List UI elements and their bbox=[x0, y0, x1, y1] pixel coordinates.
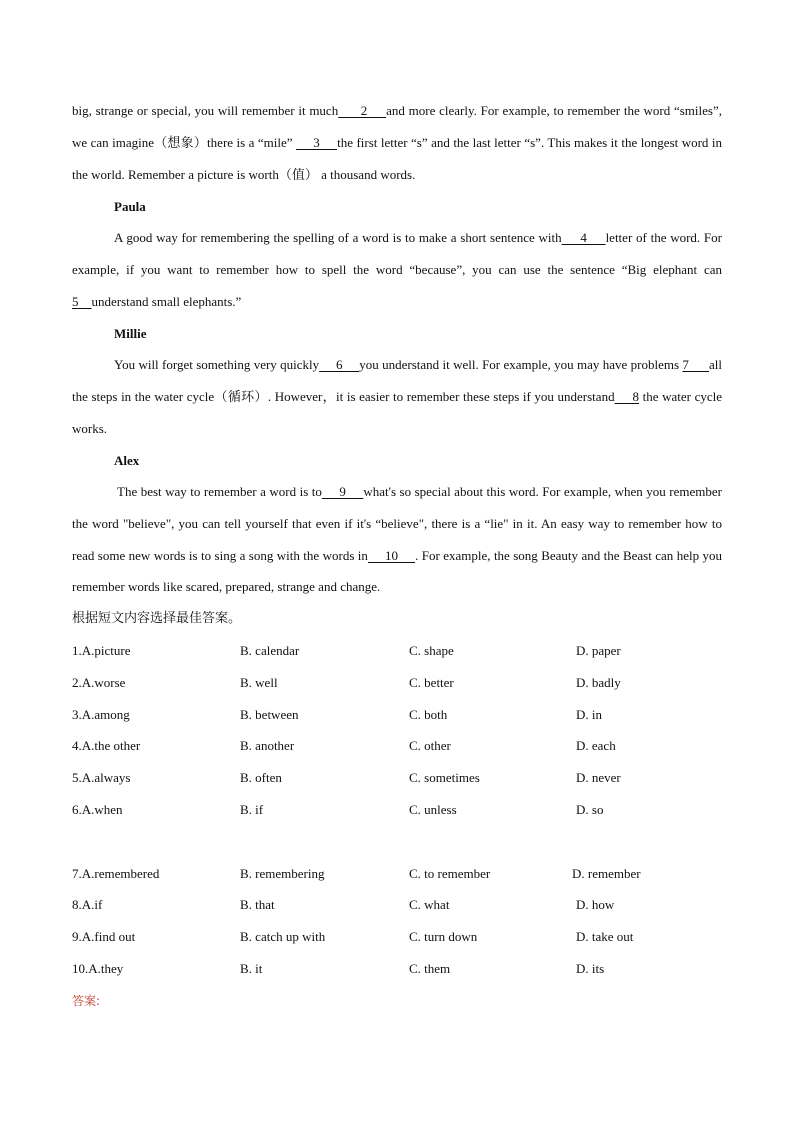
blank-10: 10 bbox=[367, 547, 416, 563]
option-c: C. shape bbox=[409, 643, 454, 658]
blank-8: 8 bbox=[614, 388, 640, 404]
option-b: B. well bbox=[240, 675, 278, 690]
option-b: B. another bbox=[240, 738, 295, 753]
option-d: D. its bbox=[576, 961, 605, 976]
option-d: D. so bbox=[576, 802, 604, 817]
text-run: big, strange or special, you will remember it much bbox=[72, 103, 339, 118]
option-d: D. never bbox=[576, 770, 621, 785]
option-d: D. remember bbox=[572, 866, 641, 881]
option-b: B. catch up with bbox=[240, 929, 326, 944]
option-b: B. if bbox=[240, 802, 264, 817]
text-run: A good way for remembering the spelling of a word is to make a short sentence with bbox=[114, 230, 562, 245]
question-row bbox=[72, 895, 732, 915]
text-run: and more clearly. For example, to remember the word “smiles”, we can imagine（想象）there is a “mile” bbox=[72, 103, 722, 150]
speaker-name-alex: Alex bbox=[114, 453, 140, 468]
option-b: B. remembering bbox=[240, 866, 325, 881]
text-run: what's so special about this word. For example, when you remember the word "believe", you can tell yourself that even if it's “believe", there is a “lie" in it. An easy way to remember how to read some new words is to sing a song with the words in bbox=[72, 484, 722, 563]
option-b: B. calendar bbox=[240, 643, 300, 658]
option-d: D. each bbox=[576, 738, 616, 753]
option-d: D. how bbox=[576, 897, 615, 912]
option-c: C. them bbox=[409, 961, 451, 976]
blank-6: 6 bbox=[319, 357, 360, 372]
option-c: C. turn down bbox=[409, 929, 478, 944]
question-row bbox=[72, 800, 732, 820]
option-c: C. what bbox=[409, 897, 450, 912]
question-row bbox=[72, 673, 732, 693]
option-b: B. it bbox=[240, 961, 263, 976]
blank-4: 4 bbox=[561, 230, 606, 245]
text-run: understand small elephants.” bbox=[91, 293, 242, 309]
text-run: letter of the word. For example, if you want to remember how to spell the word “because”, you can use the sentence “Big elephant can bbox=[72, 230, 722, 277]
option-c: C. other bbox=[409, 738, 451, 753]
option-c: C. to remember bbox=[409, 866, 491, 881]
option-b: B. between bbox=[240, 707, 299, 722]
question-row bbox=[72, 959, 732, 979]
option-a: 7.A.remembered bbox=[72, 866, 160, 881]
option-a: 10.A.they bbox=[72, 961, 124, 976]
question-row bbox=[72, 864, 732, 884]
blank-2: 2 bbox=[338, 103, 387, 118]
speaker-name-paula: Paula bbox=[114, 199, 146, 214]
option-a: 5.A.always bbox=[72, 770, 131, 785]
text-run: all the steps in the water cycle（循环）. However，it is easier to remember these steps if you understand bbox=[72, 357, 723, 404]
paragraph-paula bbox=[72, 222, 722, 317]
question-row bbox=[72, 736, 732, 756]
text-run: the first letter “s” and the last letter “s”. This makes it the longest word in the world. Remember a picture is worth（值） a thousand words. bbox=[72, 134, 722, 182]
option-b: B. often bbox=[240, 770, 282, 785]
option-a: 3.A.among bbox=[72, 707, 130, 722]
answer-label: 答案: bbox=[72, 994, 101, 1008]
question-row bbox=[72, 768, 732, 788]
text-run: . For example, the song Beauty and the Beast can help you remember words like scared, prepared, strange and change. bbox=[72, 547, 722, 595]
option-a: 1.A.picture bbox=[72, 643, 131, 658]
text-run: you understand it well. For example, you may have problems bbox=[359, 357, 683, 372]
option-d: D. paper bbox=[576, 643, 621, 658]
option-c: C. better bbox=[409, 675, 454, 690]
blank-9: 9 bbox=[321, 484, 364, 499]
paragraph-millie bbox=[72, 349, 722, 444]
speaker-name-millie: Millie bbox=[114, 326, 147, 341]
blank-7: 7 bbox=[682, 357, 710, 372]
option-d: D. take out bbox=[576, 929, 634, 944]
option-b: B. that bbox=[240, 897, 275, 912]
text-run: the water cycle works. bbox=[72, 388, 722, 436]
option-a: 8.A.if bbox=[72, 897, 103, 912]
instruction-text: 根据短文内容选择最佳答案。 bbox=[72, 611, 242, 626]
option-c: C. unless bbox=[409, 802, 457, 817]
option-c: C. sometimes bbox=[409, 770, 480, 785]
question-row bbox=[72, 927, 732, 947]
text-run: The best way to remember a word is to bbox=[117, 484, 322, 499]
paragraph-alex bbox=[72, 476, 722, 603]
option-a: 4.A.the other bbox=[72, 738, 141, 753]
option-a: 2.A.worse bbox=[72, 675, 126, 690]
paragraph-continuation bbox=[72, 95, 722, 190]
option-d: D. badly bbox=[576, 675, 621, 690]
option-a: 9.A.find out bbox=[72, 929, 136, 944]
question-row bbox=[72, 705, 732, 725]
option-a: 6.A.when bbox=[72, 802, 123, 817]
option-d: D. in bbox=[576, 707, 602, 722]
text-run: You will forget something very quickly bbox=[114, 357, 320, 372]
blank-5: 5 bbox=[72, 293, 92, 309]
blank-3: 3 bbox=[295, 134, 338, 150]
question-row bbox=[72, 641, 732, 661]
option-c: C. both bbox=[409, 707, 448, 722]
